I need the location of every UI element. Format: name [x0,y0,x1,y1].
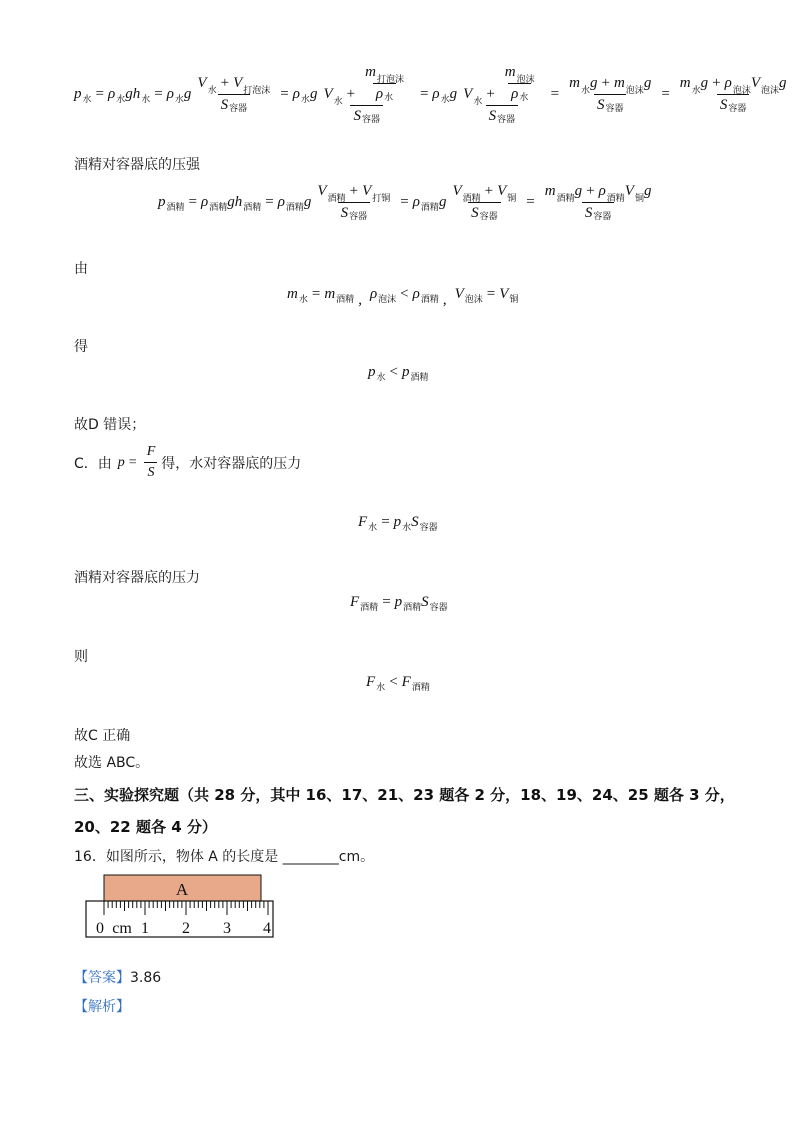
ruler-label-cm: cm [112,920,132,937]
ruler-label-1: 1 [141,920,149,937]
ruler-figure [80,870,280,942]
equation-conditions: m 水 = m 酒精 , ρ 泡沫 < ρ 酒精 , V 泡沫 = V 铜 [287,286,519,308]
equation-alcohol-force: F 酒精 = p 酒精 S 容器 [350,594,448,612]
equation-force-compare: F 水 < F 酒精 [366,674,430,692]
line-c-suffix: 得，水对容器底的压力 [161,455,302,472]
line-c: C．由 p = $\frac{F}{S}$ 得，水对容器底的压力 [74,444,302,480]
ruler-label-4: 4 [263,920,271,937]
word-ze: 则 [74,649,88,665]
section-heading-line-1: 三、实验探究题（共 28 分，其中 16、17、21、23 题各 2 分，18、19、24、25 题各 3 分， [74,786,735,804]
equation-water-force: F 水 = p 水 S 容器 [358,514,438,532]
line-c-prefix: C．由 [74,455,112,472]
equation-pressure-compare: p 水 < p 酒精 [368,364,429,382]
answer-tag: 【答案】 [74,970,130,986]
analysis-tag: 【解析】 [74,999,130,1015]
question-16: 16．如图所示，物体 A 的长度是 ________cm。 [74,849,375,865]
object-a-label: A [175,880,189,899]
answer-line [74,967,161,987]
equation-water-pressure: p 水 = ρ 水 g h 水 = ρ 水 g V 水 + V 打泡沫 S 容器 = ρ 水 g V 水 + m 打泡沫 ρ 水 S 容器 = ρ 水 g V 水 + m 泡沫 ρ 水 S 容器 = m 水 g + m 泡沫 g S 容器 = m 水 g + ρ 泡沫 V 泡沫 g S 容器 [74,64,787,124]
word-you: 由 [74,261,88,277]
ruler-label-0: 0 [96,920,104,937]
alcohol-pressure-line: 酒精对容器底的压强 [74,157,200,173]
section-heading-line-2: 20、22 题各 4 分） [74,818,217,836]
choose-line: 故选 ABC。 [74,755,150,771]
equation-alcohol-pressure: p 酒精 = ρ 酒精 g h 酒精 = ρ 酒精 g V 酒精 + V 打铜 S 容器 = ρ 酒精 g V 酒精 + V 铜 S 容器 = m 酒精 g + ρ 酒精 V 铜 g S 容器 [158,183,652,221]
ruler-label-2: 2 [182,920,190,937]
word-de: 得 [74,339,88,355]
alcohol-force-line: 酒精对容器底的压力 [74,570,200,586]
answer-value: 3.86 [130,970,162,986]
c-correct-line: 故C 正确 [74,728,131,744]
ruler-label-3: 3 [223,920,231,937]
d-wrong-line: 故D 错误； [74,417,146,433]
